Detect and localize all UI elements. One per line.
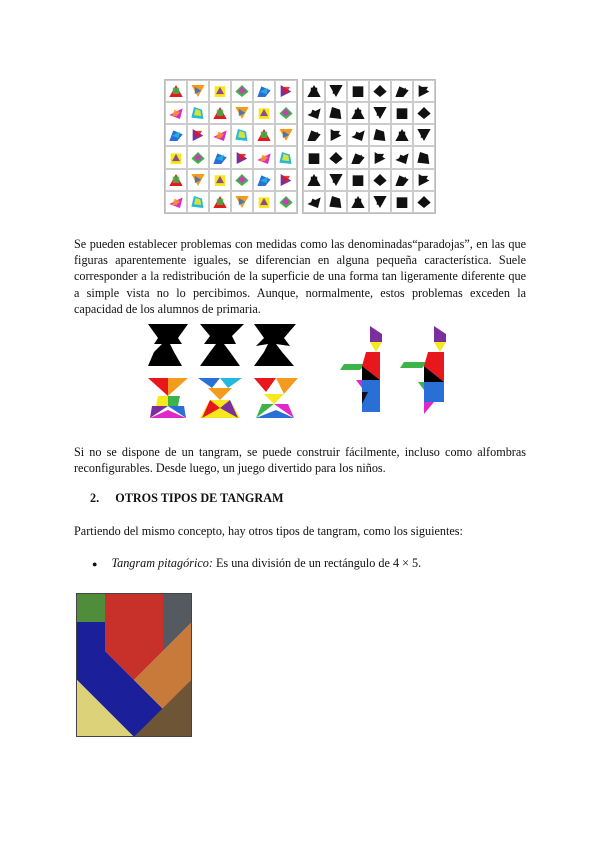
colored-figure-cell: [187, 102, 209, 124]
section-title: OTROS TIPOS DE TANGRAM: [115, 491, 284, 505]
tangram-figure-icon: [256, 150, 272, 166]
silhouette-figure-cell: [303, 124, 325, 146]
silhouette-figure-cell: [347, 102, 369, 124]
colored-figure-cell: [209, 169, 231, 191]
silhouette-figure-cell: [325, 80, 347, 102]
tangram-figure-icon: [372, 105, 388, 121]
colored-figure-cell: [275, 102, 297, 124]
tangram-figure-icon: [278, 83, 294, 99]
tangram-figure-icon: [394, 83, 410, 99]
paradox-paragraph: Se pueden establecer problemas con medidas como las denominadas“paradojas”, en las que figuras aparentemente iguales, se diferencian en alguna pequeña característica. Suele corresponder a la redistribución de la superficie de una forma tan ligeramente diferente que a simple vista no lo percibimos. Aunque, normalmente, estos problemas exceden la capacidad de los alumnos de primaria.: [74, 237, 526, 316]
silhouette-figure-cell: [325, 191, 347, 213]
tangram-figure-icon: [416, 105, 432, 121]
paradox-hourglass-figures: [144, 322, 304, 422]
tangram-figure-icon: [190, 105, 206, 121]
tangram-figure-icon: [256, 194, 272, 210]
colored-figure-cell: [209, 124, 231, 146]
section-number: 2.: [90, 491, 100, 505]
colored-figure-cell: [209, 191, 231, 213]
colored-figure-cell: [209, 80, 231, 102]
colored-figure-cell: [187, 191, 209, 213]
silhouette-figure-cell: [325, 102, 347, 124]
colored-figure-cell: [275, 124, 297, 146]
tangram-figure-icon: [350, 172, 366, 188]
bullet-marker: ●: [92, 559, 98, 569]
tangram-figure-icon: [350, 83, 366, 99]
tangram-figure-icon: [372, 172, 388, 188]
tangram-figure-icon: [190, 172, 206, 188]
tangram-figure-icon: [416, 150, 432, 166]
tangram-figure-icon: [306, 194, 322, 210]
colored-figure-cell: [231, 146, 253, 168]
tangram-figure-icon: [306, 105, 322, 121]
silhouette-figure-cell: [303, 169, 325, 191]
colored-figure-cell: [253, 191, 275, 213]
colored-figure-cell: [165, 191, 187, 213]
silhouette-figure-cell: [391, 146, 413, 168]
colored-figure-cell: [187, 169, 209, 191]
colored-figure-cell: [165, 102, 187, 124]
silhouette-figure-cell: [369, 124, 391, 146]
section-heading: [90, 491, 284, 506]
tangram-figure-icon: [350, 105, 366, 121]
tangram-figure-icon: [394, 194, 410, 210]
tangram-figure-icon: [212, 83, 228, 99]
tangram-figure-icon: [372, 150, 388, 166]
silhouette-figure-cell: [347, 146, 369, 168]
pythagorean-tangram: [76, 593, 192, 737]
colored-figure-cell: [275, 80, 297, 102]
colored-figure-cell: [253, 169, 275, 191]
tangram-figure-icon: [328, 172, 344, 188]
colored-figure-cell: [231, 102, 253, 124]
tangram-figure-icon: [234, 127, 250, 143]
colored-figure-cell: [231, 124, 253, 146]
tangram-figure-icon: [190, 150, 206, 166]
silhouette-figure-cell: [347, 191, 369, 213]
tangram-figure-icon: [190, 127, 206, 143]
colored-figure-cell: [253, 146, 275, 168]
tangram-figure-icon: [306, 172, 322, 188]
colored-figure-cell: [253, 124, 275, 146]
tangram-figure-icon: [394, 127, 410, 143]
silhouette-figure-cell: [303, 146, 325, 168]
silhouette-figure-cell: [413, 124, 435, 146]
silhouette-tangram-grid: [302, 79, 436, 214]
colored-figure-cell: [275, 169, 297, 191]
tangram-figure-icon: [278, 105, 294, 121]
silhouette-figure-cell: [303, 191, 325, 213]
tangram-figure-icon: [212, 105, 228, 121]
silhouette-figure-cell: [303, 80, 325, 102]
construction-paragraph: Si no se dispone de un tangram, se puede construir fácilmente, incluso como alfombras reconfigurables. Desde luego, un juego divertido para los niños.: [74, 445, 526, 476]
tangram-figure-icon: [306, 150, 322, 166]
silhouette-figure-cell: [325, 124, 347, 146]
silhouette-figure-cell: [391, 191, 413, 213]
tangram-figure-icon: [372, 194, 388, 210]
tangram-figure-icon: [168, 172, 184, 188]
colored-figure-cell: [275, 146, 297, 168]
colored-figure-cell: [165, 80, 187, 102]
colored-figure-cell: [231, 169, 253, 191]
silhouette-figure-cell: [369, 146, 391, 168]
silhouette-figure-cell: [369, 102, 391, 124]
colored-figure-cell: [275, 191, 297, 213]
intro-paragraph: Partiendo del mismo concepto, hay otros tipos de tangram, como los siguientes:: [74, 524, 463, 538]
hourglass-silhouette-1: [148, 324, 188, 366]
silhouette-figure-cell: [413, 80, 435, 102]
silhouette-figure-cell: [369, 169, 391, 191]
colored-figure-cell: [209, 102, 231, 124]
tangram-figure-icon: [168, 194, 184, 210]
tangram-figure-icon: [350, 150, 366, 166]
colored-figure-cell: [253, 80, 275, 102]
tangram-figure-icon: [394, 150, 410, 166]
tangram-figure-icon: [212, 150, 228, 166]
tangram-figure-icon: [190, 83, 206, 99]
tangram-figure-icon: [168, 150, 184, 166]
hourglass-silhouette-3: [254, 324, 296, 366]
tangram-figure-icon: [328, 194, 344, 210]
list-item: [92, 556, 421, 571]
tangram-figure-icon: [306, 127, 322, 143]
colored-figure-cell: [187, 146, 209, 168]
bullet-term: Tangram pitagórico:: [111, 556, 213, 570]
tangram-figure-icon: [234, 172, 250, 188]
tangram-figure-icon: [350, 194, 366, 210]
silhouette-figure-cell: [413, 146, 435, 168]
silhouette-figure-cell: [413, 169, 435, 191]
silhouette-figure-cell: [325, 146, 347, 168]
tangram-figure-icon: [328, 105, 344, 121]
tangram-figure-icon: [416, 172, 432, 188]
silhouette-figure-cell: [347, 80, 369, 102]
silhouette-figure-cell: [413, 191, 435, 213]
figure-without-feet: [400, 326, 446, 414]
colored-figure-cell: [187, 124, 209, 146]
tangram-figure-icon: [416, 83, 432, 99]
silhouette-figure-cell: [391, 124, 413, 146]
tangram-figure-icon: [256, 127, 272, 143]
tangram-figure-icon: [328, 83, 344, 99]
tangram-figure-icon: [278, 194, 294, 210]
tangram-figure-icon: [212, 172, 228, 188]
tangram-figure-icon: [168, 83, 184, 99]
tangram-figure-icon: [168, 127, 184, 143]
silhouette-figure-cell: [369, 191, 391, 213]
tangram-figure-icon: [328, 127, 344, 143]
bullet-text: Es una división de un rectángulo de 4 × 5.: [212, 556, 422, 570]
tangram-figure-icon: [278, 172, 294, 188]
tangram-figure-icon: [416, 127, 432, 143]
colored-figure-cell: [231, 191, 253, 213]
tangram-figure-icon: [328, 150, 344, 166]
tangram-figure-icon: [278, 150, 294, 166]
tangram-figure-icon: [256, 105, 272, 121]
silhouette-figure-cell: [303, 102, 325, 124]
tangram-figure-icon: [168, 105, 184, 121]
tangram-figure-icon: [372, 83, 388, 99]
colored-figure-cell: [209, 146, 231, 168]
tangram-figure-icon: [256, 83, 272, 99]
hourglass-colored-1: [148, 378, 188, 418]
silhouette-figure-cell: [391, 102, 413, 124]
tangram-figure-icon: [234, 194, 250, 210]
tangram-figure-icon: [256, 172, 272, 188]
tangram-figure-icon: [212, 194, 228, 210]
silhouette-figure-cell: [347, 124, 369, 146]
tangram-figure-icon: [234, 83, 250, 99]
colored-figure-cell: [231, 80, 253, 102]
paradox-figure-pair: [340, 322, 460, 422]
colored-tangram-grid: [164, 79, 298, 214]
tangram-figure-icon: [394, 105, 410, 121]
colored-figure-cell: [187, 80, 209, 102]
tangram-figure-icon: [234, 150, 250, 166]
tangram-figure-icon: [278, 127, 294, 143]
colored-figure-cell: [253, 102, 275, 124]
tangram-figure-icon: [306, 83, 322, 99]
tangram-figure-icon: [190, 194, 206, 210]
tangram-figure-icon: [212, 127, 228, 143]
tangram-figure-icon: [372, 127, 388, 143]
colored-figure-cell: [165, 124, 187, 146]
hourglass-silhouette-2: [200, 324, 244, 366]
hourglass-colored-2: [198, 378, 242, 418]
hourglass-colored-3: [254, 378, 298, 418]
figure-with-feet: [340, 326, 382, 412]
silhouette-figure-cell: [413, 102, 435, 124]
tangram-figure-icon: [350, 127, 366, 143]
tangram-figure-icon: [234, 105, 250, 121]
colored-figure-cell: [165, 146, 187, 168]
colored-figure-cell: [165, 169, 187, 191]
silhouette-figure-cell: [325, 169, 347, 191]
tangram-figure-icon: [394, 172, 410, 188]
silhouette-figure-cell: [347, 169, 369, 191]
tangram-figure-icon: [416, 194, 432, 210]
silhouette-figure-cell: [369, 80, 391, 102]
silhouette-figure-cell: [391, 169, 413, 191]
silhouette-figure-cell: [391, 80, 413, 102]
